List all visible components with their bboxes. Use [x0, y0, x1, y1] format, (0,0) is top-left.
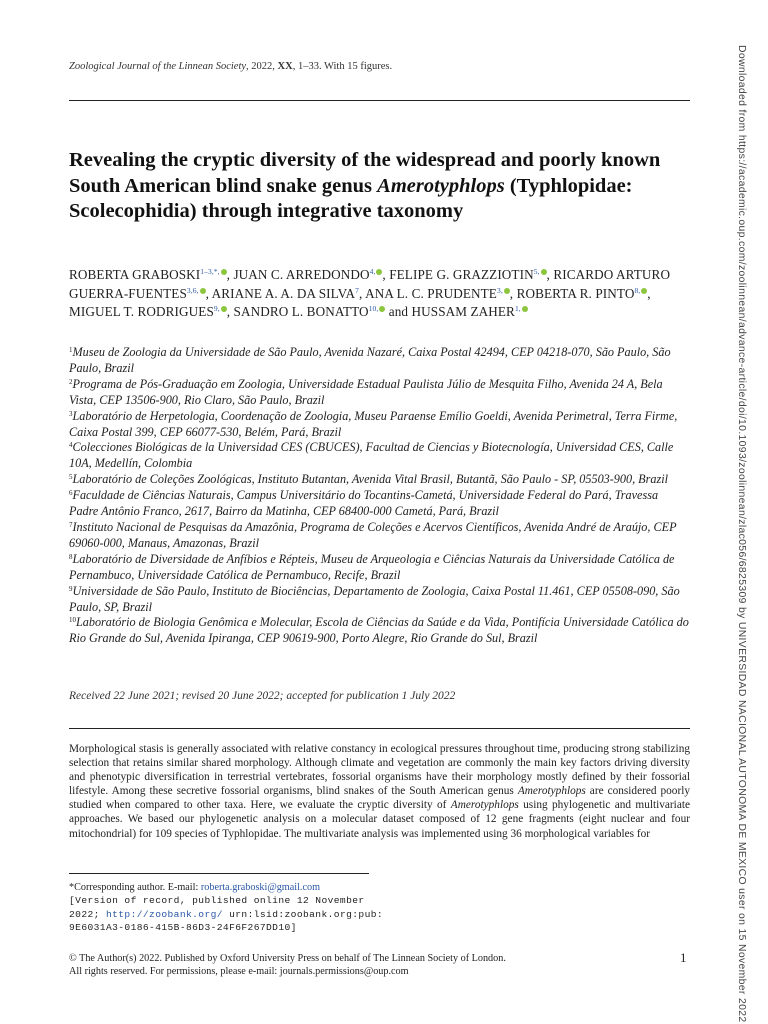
author-separator: , — [226, 267, 234, 282]
corresponding-label: *Corresponding author. E-mail: — [69, 882, 201, 893]
footnote — [69, 881, 690, 934]
author-separator: , — [226, 304, 234, 319]
author-affiliation-marks: 7 — [355, 285, 360, 295]
author-affiliation-marks: 1–3,*, — [200, 267, 220, 276]
title-text-2: (Typhlopidae: Scolecophidia) through integrative taxonomy — [69, 174, 633, 222]
affiliation-item — [69, 440, 690, 472]
title-genus: Amerotyphlops — [377, 174, 505, 197]
affiliation-text: Instituto Nacional de Pesquisas da Amazônia, Programa de Coleções e Acervos Científicos, Avenida André de Araújo, CEP 69060-000, Manaus, Amazonas, Brazil — [69, 519, 677, 550]
author-affiliation-marks: 3,6, — [186, 285, 199, 295]
affiliation-number: 5 — [69, 473, 73, 482]
author-affiliation-marks: 10, — [368, 304, 379, 313]
affiliation-number: 9 — [69, 584, 73, 593]
version-line-1: [Version of record, published online 12 November — [69, 895, 365, 907]
abstract-text-3: using phylogenetic and multivariate approaches. We based our phylogenetic analysis on a molecular dataset composed of 12 gene fragments (eight nuclear and four mitochondrial) for 109 species of Typhlopidae. The multivariate analysis was implemented using 36 morphological variables for — [69, 799, 690, 840]
affiliation-text: Laboratório de Biologia Genômica e Molecular, Escola de Ciências da Saúde e da Vida, Pontifícia Universidade Católica do Rio Grande do Sul, Avenida Ipiranga, CEP 90619-900, Porto Alegre, Rio Grande do Sul, Brazil — [69, 615, 689, 646]
affiliation-item — [69, 472, 690, 488]
zoobank-link[interactable]: http://zoobank.org/ — [105, 908, 223, 920]
journal-name: Zoological Journal of the Linnean Society — [69, 61, 247, 72]
abstract-text-1: Morphological stasis is generally associated with relative constancy in ecological pressures throughout time, producing strong stabilizing selection that retains similar shared morphology. Although climate and vegetation are commonly the main key factors driving diversity and phenotypic diversification in terrestrial vertebrates, fossorial organisms have their morphology mostly defined by their fossorial lifestyle. Among these secretive fossorial organisms, blind snakes of the South American genus — [69, 743, 690, 798]
abstract-divider — [69, 728, 690, 729]
journal-pages: , 1–33. With 15 figures. — [292, 61, 393, 72]
author-name: JUAN C. ARREDONDO — [233, 267, 370, 282]
affiliation-number: 8 — [69, 552, 73, 561]
author-affiliation-marks: 8, — [634, 285, 641, 295]
copyright-notice — [69, 952, 629, 979]
author-separator: , — [509, 285, 517, 301]
affiliation-text: Universidade de São Paulo, Instituto de Biociências, Departamento de Zoologia, Caixa Postal 11.461, CEP 05508-090, São Paulo, SP, Brazil — [69, 583, 680, 614]
author-separator: , — [647, 285, 651, 301]
author-name: ANA L. C. PRUDENTE — [365, 285, 497, 301]
title-text-1: Revealing the cryptic diversity of the widespread and poorly known South American blind snake genus — [69, 149, 661, 197]
author-separator: , — [359, 285, 366, 301]
affiliation-number: 3 — [69, 409, 73, 418]
author-name: FELIPE G. GRAZZIOTIN — [389, 267, 534, 282]
author-separator: , — [205, 285, 212, 301]
affiliation-item — [69, 584, 690, 616]
affiliation-list — [69, 345, 690, 647]
author-affiliation-marks: 9, — [213, 304, 220, 313]
affiliation-text: Laboratório de Diversidade de Anfíbios e Répteis, Museu de Arqueologia e Ciências Naturais da Universidade Católica de Pernambuco, Universidade Católica de Pernambuco, Recife, Brazil — [69, 551, 675, 582]
affiliation-item — [69, 345, 690, 377]
journal-year: , 2022, — [246, 61, 278, 72]
journal-citation — [69, 61, 392, 72]
article-title — [69, 148, 690, 225]
journal-volume: XX — [277, 61, 293, 72]
header-divider — [69, 100, 690, 101]
footnote-divider — [69, 873, 369, 874]
affiliation-item — [69, 552, 690, 584]
affiliation-text: Laboratório de Coleções Zoológicas, Instituto Butantan, Avenida Vital Brasil, Butantã, São Paulo - SP, 05503-900, Brazil — [72, 472, 668, 487]
author-name: ROBERTA GRABOSKI — [69, 267, 201, 282]
version-year: 2022; — [69, 908, 106, 920]
received-dates: Received 22 June 2021; revised 20 June 2022; accepted for publication 1 July 2022 — [69, 690, 456, 702]
version-line-3: 9E6031A3-0186-415B-86D3-24F6F267DD10] — [69, 921, 297, 933]
abstract — [69, 742, 690, 841]
affiliation-text: Museu de Zoologia da Universidade de São Paulo, Avenida Nazaré, Caixa Postal 42494, CEP 04218-070, São Paulo, São Paulo, Brazil — [69, 345, 671, 375]
affiliation-text: Programa de Pós-Graduação em Zoologia, Universidade Estadual Paulista Júlio de Mesquita Filho, Avenida 24 A, Bela Vista, CEP 13506-900, Rio Claro, São Paulo, Brazil — [69, 376, 663, 407]
author-name: SANDRO L. BONATTO — [233, 304, 369, 319]
abstract-genus-1: Amerotyphlops — [517, 785, 586, 798]
affiliation-number: 1 — [69, 346, 73, 354]
version-urn: urn:lsid:zoobank.org:pub: — [222, 908, 384, 920]
author-name: ARIANE A. A. DA SILVA — [211, 285, 356, 301]
abstract-text-2: are considered poorly studied when compared to other taxa. Here, we evaluate the cryptic diversity of — [69, 785, 690, 812]
author-separator: , — [546, 267, 554, 282]
affiliation-item — [69, 520, 690, 552]
orcid-icon[interactable] — [522, 306, 528, 312]
copyright-line-1: © The Author(s) 2022. Published by Oxford University Press on behalf of The Linnean Society of London. — [69, 953, 506, 964]
author-name: ROBERTA R. PINTO — [516, 285, 635, 301]
author-affiliation-marks: 1, — [514, 304, 521, 313]
affiliation-number: 7 — [69, 520, 73, 529]
affiliation-number: 2 — [69, 377, 73, 386]
affiliation-number: 6 — [69, 489, 73, 498]
affiliation-item — [69, 377, 690, 409]
author-name: HUSSAM ZAHER — [411, 304, 515, 319]
author-separator: , — [382, 267, 390, 282]
download-watermark — [729, 45, 753, 1023]
corresponding-author — [69, 881, 690, 894]
affiliation-text: Colecciones Biológicas de la Universidad CES (CBUCES), Facultad de Ciencias y Biotecnología, Universidad CES, Calle 10A, Medellín, Colombia — [69, 440, 674, 471]
affiliation-item — [69, 409, 690, 441]
affiliation-number: 4 — [69, 441, 73, 450]
download-notice: Downloaded from https://academic.oup.com/zoolinnean/advance-article/doi/10.1093/zoolinnean/zlac056/6825309 by UNIVERSIDAD NACIONAL AUTONOMA DE MEXICO user on 15 November 2022 — [736, 45, 747, 1023]
affiliation-text: Faculdade de Ciências Naturais, Campus Universitário do Tocantins-Cametá, Universidade Federal do Pará, Travessa Padre Antônio Franco, 2617, Bairro da Matinha, CEP 68400-000 Cametá, Pará, Brazil — [69, 488, 659, 519]
page-number: 1 — [680, 950, 687, 965]
abstract-genus-2: Amerotyphlops — [450, 799, 519, 812]
copyright-line-2: All rights reserved. For permissions, please e-mail: journals.permissions@oup.com — [69, 966, 409, 978]
author-name: RICARDO ARTURO GUERRA-FUENTES — [69, 267, 671, 301]
author-list — [69, 266, 690, 322]
author-name: MIGUEL T. RODRIGUES — [69, 304, 214, 319]
author-affiliation-marks: 5, — [533, 267, 540, 276]
affiliation-text: Laboratório de Herpetologia, Coordenação de Zoologia, Museu Paraense Emílio Goeldi, Avenida Perimetral, Terra Firme, Caixa Postal 399, CEP 66077-530, Belém, Pará, Brazil — [69, 408, 678, 439]
affiliation-number: 10 — [69, 616, 76, 625]
version-line-2 — [69, 908, 690, 921]
affiliation-item — [69, 488, 690, 520]
author-affiliation-marks: 3, — [496, 285, 503, 295]
affiliation-item — [69, 615, 690, 647]
author-affiliation-marks: 4, — [369, 267, 376, 276]
author-separator: and — [385, 304, 412, 319]
email-link[interactable]: roberta.graboski@gmail.com — [200, 882, 321, 893]
